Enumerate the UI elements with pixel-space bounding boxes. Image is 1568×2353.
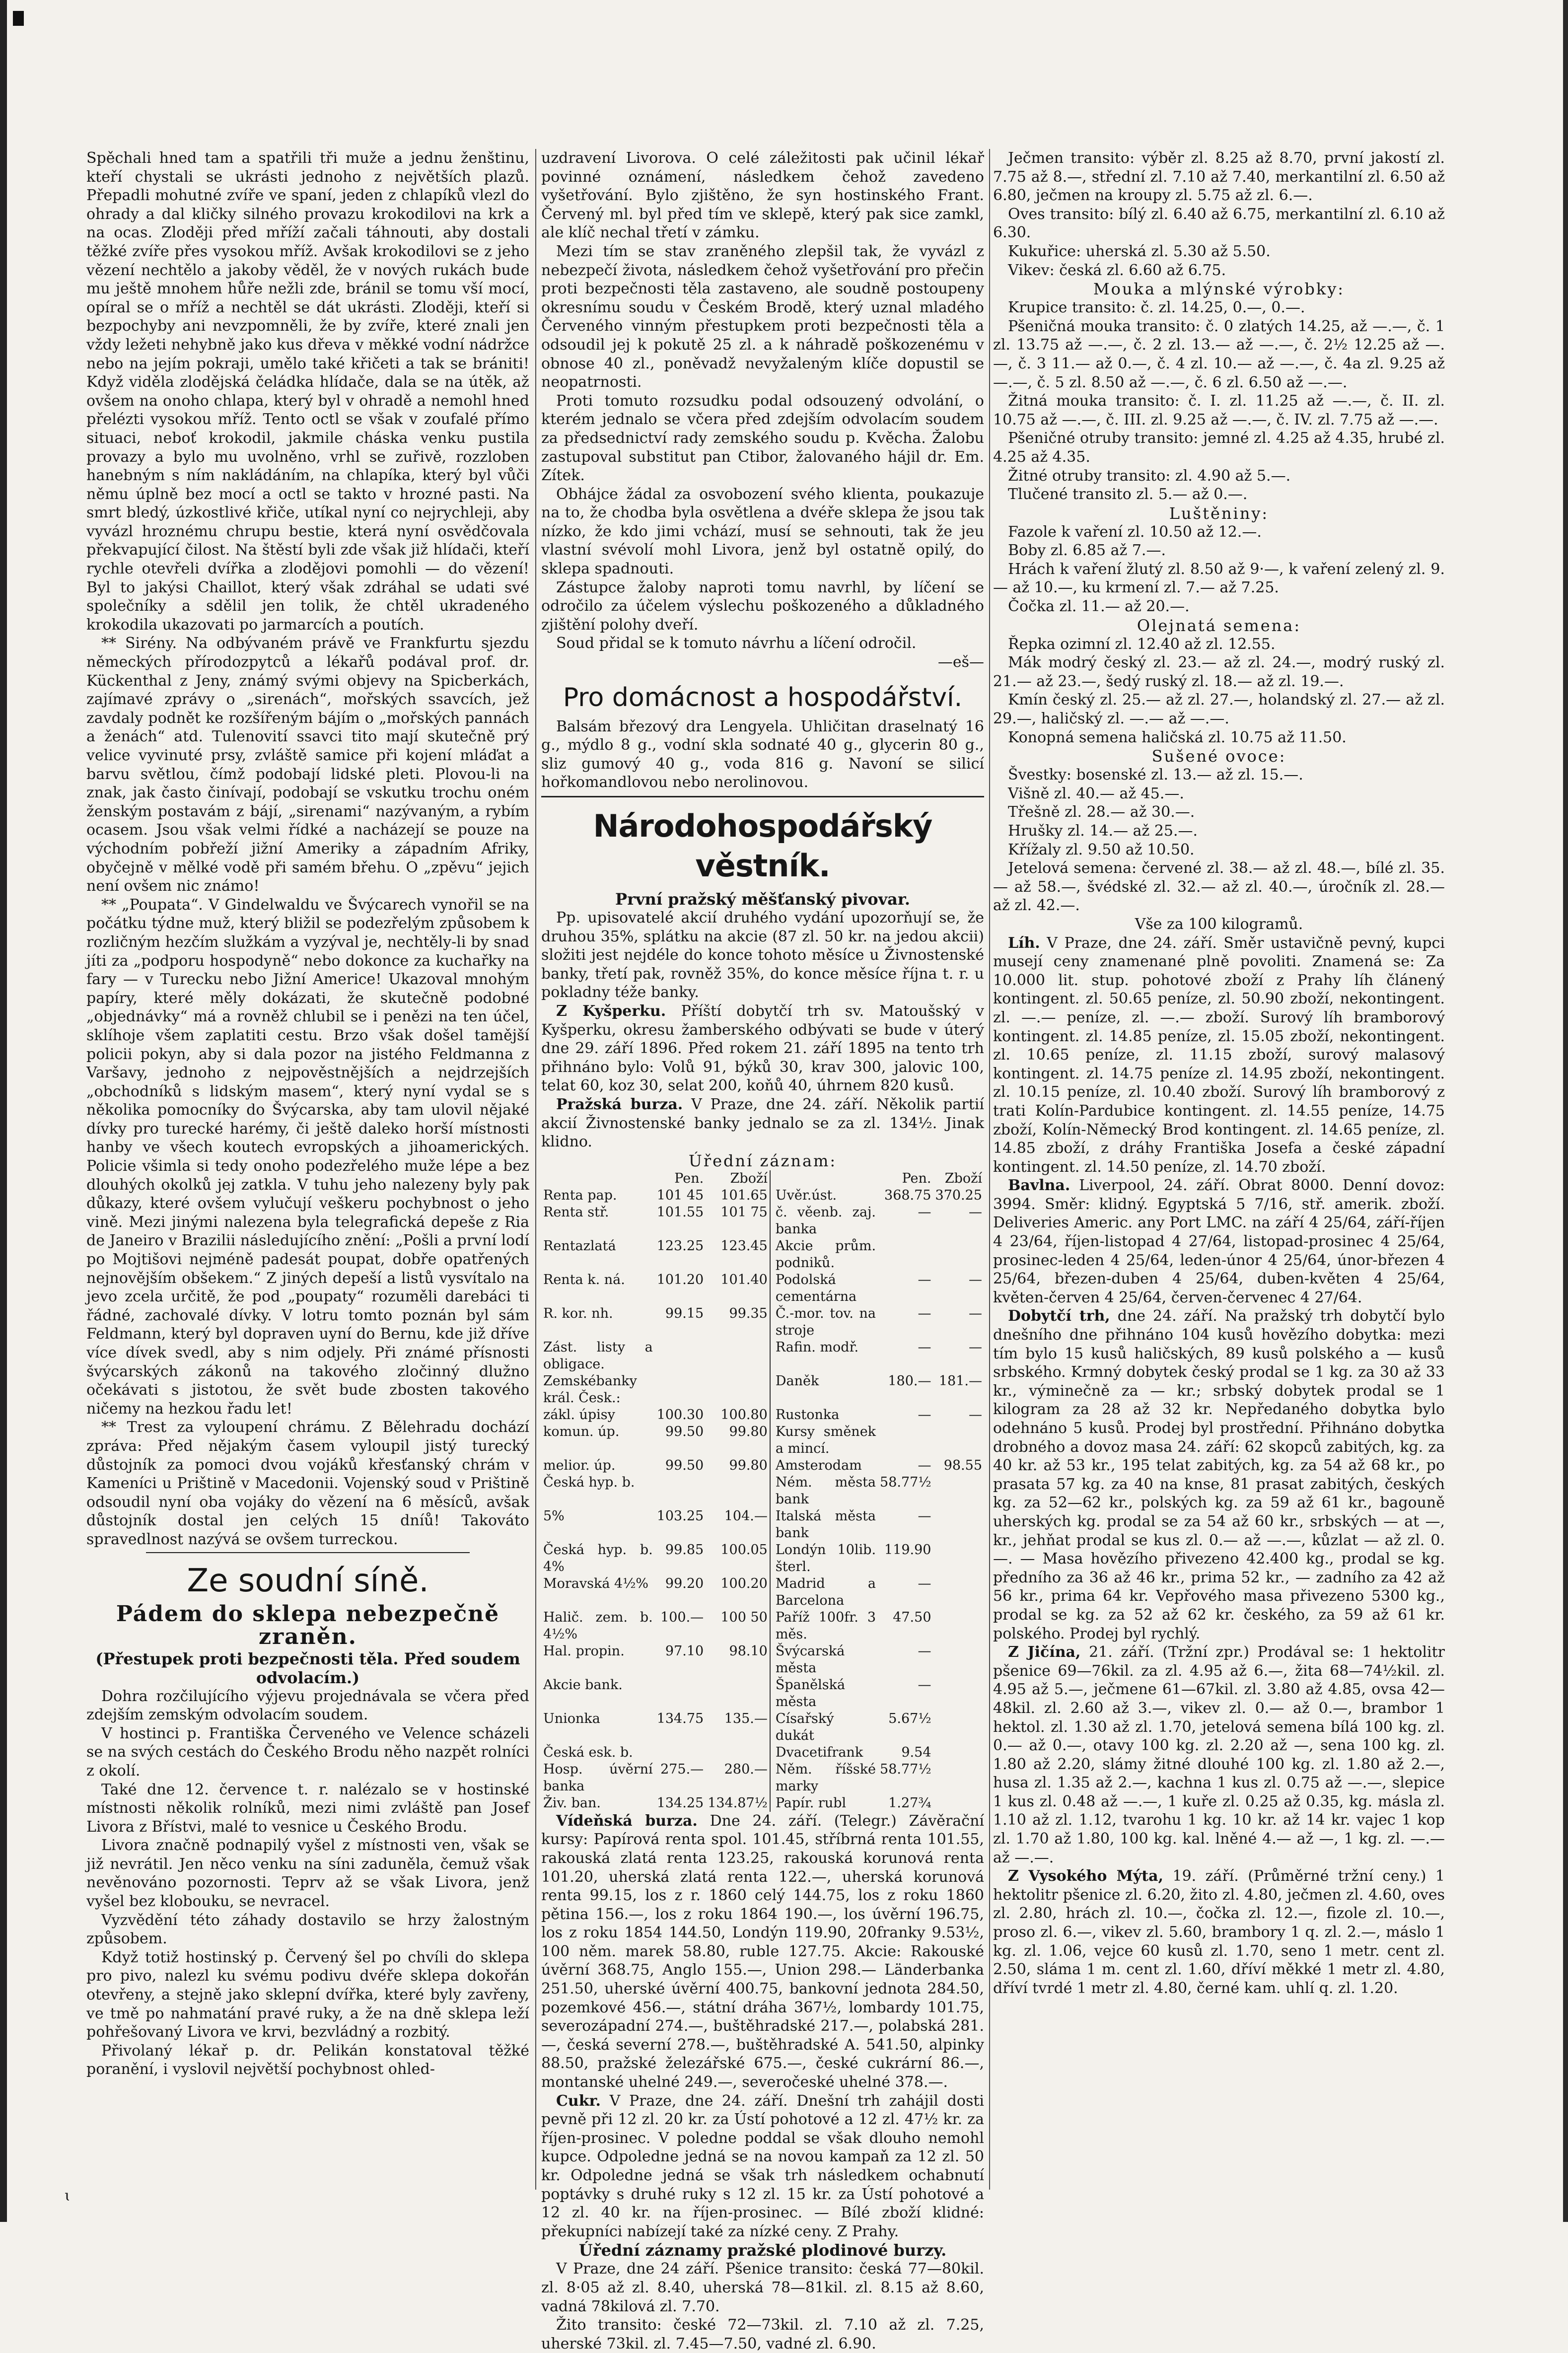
- table-cell: 368.75: [884, 1187, 931, 1203]
- table-cell: Rafin. modř.: [770, 1339, 878, 1373]
- subheading-spirit: Líh.: [1008, 934, 1040, 952]
- paragraph: Fazole k vaření zl. 10.50 až 12.—.: [1008, 523, 1262, 541]
- table-header-cell: [541, 1170, 655, 1187]
- table-cell: 99.15: [665, 1305, 704, 1321]
- table-cell: [706, 1677, 770, 1711]
- table-cell: 9.54: [901, 1744, 931, 1760]
- table-cell: —: [969, 1339, 982, 1355]
- author-sign: —eš—: [937, 653, 984, 671]
- paragraph: Mák modrý český zl. 23.— až zl. 24.—, modrý ruský zl. 21.— až 23.—, šedý ruský zl. 18.— až zl. 19.—.: [993, 654, 1445, 690]
- bourse-table: [541, 1170, 984, 1812]
- table-cell: Akcie prům. podniků.: [770, 1238, 878, 1272]
- table-cell: 100.—: [660, 1609, 704, 1625]
- article-headline: Pádem do sklepa nebezpečně zraněn.: [116, 1601, 500, 1649]
- paragraph: ** Trest za vyloupení chrámu. Z Bělehradu dochází zpráva: Před nějakým časem vyloupil jistý turecký důstojník za pomoci dvou vojáků křesťanský chrám v Kameníci u Prištině v Macedonii. Vojenský soud v Prištině odsoudil nyní oba vojáky do vězení na 6 měsíců, avšak důstojník dostal jen celých 15 dníů! Takováto spravedlnost nazývá se ovšem turreckou.: [86, 1419, 529, 1548]
- subheading-kysperk: Z Kyšperku.: [556, 1002, 666, 1020]
- paragraph: Livora značně podnapilý vyšel z místnosti ven, však se již nevrátil. Jen něco venku na síni zaduněla, čemuž však nevěnováno pozornosti. Teprv až se však Livora, jenž vyšel bez klobouku, se nevracel.: [86, 1837, 529, 1911]
- paragraph: Vše za 100 kilogramů.: [1135, 915, 1303, 933]
- subheading-vysoke-myto: Z Vysokého Mýta,: [1008, 1867, 1164, 1885]
- table-cell: 101.55: [656, 1204, 704, 1220]
- table-cell: [933, 1575, 985, 1609]
- table-header-cell: Pen.: [902, 1170, 931, 1186]
- table-row: [541, 1305, 984, 1339]
- subheading-mill: Mouka a mlýnské výrobky:: [1093, 280, 1345, 299]
- table-row: [541, 1761, 984, 1795]
- table-cell: Živ. ban.: [543, 1795, 601, 1811]
- paragraph: Višně zl. 40.— až 45.—.: [1008, 784, 1184, 802]
- table-cell: 5.67½: [888, 1711, 931, 1726]
- paragraph: Také dne 12. července t. r. nalézalo se v hostinské místnosti několik rolníků, mezi nimi zvláště pan Josef Livora z Břístvi, malé to vesnice u Českého Brodu.: [86, 1781, 529, 1836]
- table-cell: [933, 1542, 985, 1575]
- paragraph: Oves transito: bílý zl. 6.40 až 6.75, merkantilní zl. 6.10 až 6.30.: [993, 205, 1445, 242]
- table-cell: [933, 1677, 985, 1711]
- table-cell: Dvacetifrank: [770, 1744, 878, 1761]
- table-cell: [933, 1424, 985, 1457]
- table-cell: [706, 1744, 770, 1761]
- table-cell: 100 50: [720, 1609, 768, 1625]
- paragraph: Obhájce žádal za osvobození svého klienta, poukazuje na to, že chodba byla osvětlena a dvéře sklepa že jsou tak nízko, že kdo jimi vchází, musí se sehnouti, tak že jeu vlastní svévolí mohl Livora, jenž byl ostatně opilý, do sklepa spadnouti.: [541, 485, 984, 578]
- paragraph: ** Sirény. Na odbývaném právě ve Frankfurtu sjezdu německých přírodozpytců a lékařů podával prof. dr. Kückenthal z Jeny, známý svými objevy na Spicberkách, zajímavé zprávy o „sirenách“, mořských ssavcích, jež zavdaly podnět ke rozšířeným bájím o „mořských pannách a ženách“ atd. Tulenovití ssavci tito mají skutečně prý velice vyvinuté prsy, zvláště samice při kojení mláďat a barvu světlou, čímž podobají lidské pleti. Plovou-li na znak, jak často činívají, podobají se vskutku trochu oném ženským postavám z bájí, „sirenami“ nazývaným, a rybím ocasem. Jsou však velmi řídké a nacházejí se pouze na východním pobřeží jižní Ameriky a západním Afriky, obyčejně v mělké vodě při samém břehu. O „zpěvu“ jejich není ovšem nic známo!: [86, 635, 529, 895]
- table-cell: 134.25: [656, 1795, 704, 1811]
- subheading-dried-fruit: Sušené ovoce:: [1151, 747, 1286, 766]
- table-cell: —: [969, 1272, 982, 1287]
- table-cell: Unionka: [543, 1711, 600, 1726]
- table-cell: 100.20: [720, 1575, 768, 1591]
- table-cell: 58.77½: [880, 1474, 931, 1490]
- table-row: [541, 1795, 984, 1812]
- paragraph: Jetelová semena: červené zl. 38.— až zl. 48.—, bílé zl. 35.— až 58.—, švédské zl. 32.— až zl. 40.—, úročník zl. 28.— až zl. 42.—.: [993, 859, 1445, 915]
- table-cell: melior. úp.: [543, 1457, 616, 1473]
- table-cell: 5%: [543, 1508, 565, 1524]
- bottom-mark: ɩ: [65, 2187, 71, 2205]
- subheading-bourse: Pražská burza.: [556, 1095, 683, 1113]
- subheading-brewery: První pražský měšťanský pivovar.: [615, 890, 910, 909]
- table-cell: 99.80: [729, 1457, 768, 1473]
- corner-mark: [13, 11, 24, 26]
- table-cell: 280.—: [724, 1761, 768, 1777]
- table-cell: Halič. zem. b. 4½%: [543, 1609, 653, 1642]
- table-cell: Hal. propin.: [543, 1643, 625, 1659]
- table-row: [541, 1407, 984, 1424]
- table-cell: [878, 1238, 933, 1272]
- paragraph: Když totiž hostinský p. Červený šel po chvíli do sklepa pro pivo, nalezl ku svému podivu dvéře sklepa dokořán otevřeny, a stejně jako sklepní dvířka, které byly zavřeny, ve tmě po nahmatání pravé ruky, a že na dně sklepa leží pohřešovaný Livora ve krvi, bezvládný a rozbitý.: [86, 1948, 529, 2041]
- paragraph: uzdravení Livorova. O celé záležitosti pak učinil lékař povinné oznámení, následkem čehož zavedeno vyšetřování. Bylo zjištěno, že syn hostinského Frant. Červený ml. byl před tím ve sklepě, který pak sice zamkl, ale klíč nechal třetí v zámku.: [541, 149, 984, 242]
- table-cell: [706, 1339, 770, 1373]
- paragraph: Dohra rozčilujícího výjevu projednávala se včera před zdejším zemským odvolacím soudem.: [86, 1687, 529, 1724]
- table-cell: 135.—: [724, 1711, 768, 1726]
- paragraph: Tlučené transito zl. 5.— až 0.—.: [1008, 486, 1248, 503]
- paragraph: Mezi tím se stav zraněného zlepšil tak, že vyvázl z nebezpečí života, následkem čehož vyšetřování pro přečin proti bezpečnosti těla zastaveno, ale soudně postoupeny okresnímu soudu v Českém Brodě, který uznal mladého Červeného vinným přestupkem proti bezpečnosti těla a odsoudil jej k pokutě 25 zl. a k náhradě poškozenému v obnose 40 zl., poněvadž nevyžaleným klíče dopustil se neopatrnosti.: [541, 242, 984, 391]
- table-header-cell: Pen.: [674, 1170, 704, 1186]
- table-row: [541, 1373, 984, 1407]
- paragraph: Konopná semena haličská zl. 10.75 až 11.50.: [1008, 728, 1347, 746]
- table-cell: —: [918, 1339, 931, 1355]
- paragraph: ** „Poupata“. V Gindelwaldu ve Švýcarech vynořil se na počátku týdne muž, který bližil se podezřelým způsobem k rozličným hezčím služkám a vyzýval je, nechtěly-li by snad jíti za „podporu hospodyně“ nebo dokonce za kuchařky na fary — v Turecku nebo Jižní Americe! Ukazoval mnohým papíry, které měly dokázati, že skutečně podobné „objednávky“ má a rovněž chlubil se i penězi na ten účel, sklíhoje všem zaplatiti cestu. Brzo však došel tamější policii pokyn, aby si dala pozor na jistého Feldmanna z Varšavy, jednoho z nejpověstnějších a nejdrzejších „obchodníků s lidským masem“, který nyní vydal se s několika pomocníky do Švýcarska, aby tam ulovil nějaké dívky pro turecké harémy, či ještě daleko horší místnosti hanby ve všech koutech evropských a jihoamerických. Policie všimla si tedy onoho podezřelého muže lépe a bez dlouhých okolků jej zatkla. V tuhu jeho nalezeny byly pak důkazy, které ovšem vylučují veškeru pochybnost o jeho vině. Mezi jinými nalezena byla telegrafická depeše z Ria de Janeiro v Brazilii následujícího znění: „Pošli a první lodí po Mojtišovi nejméně padesát poupat, dobře opatřených nejnovějším obšekem.“ Z jiných depeší a listů vysvítalo na jevo zcela určitě, že pod „poupaty“ rozuměli darebáci ti řádné, zachovalé dívky. V lotru tomto poznán byl sám Feldmann, který byl dopraven uyní do Bernu, kde již dříve více dívek svedl, aby s nim odjely. Při známé přísnosti švýcarských zákonů na takového zločinný dlužno očekávati s jistotou, že svět bude zbosten takového ničemy na hezkou řadu let!: [86, 896, 529, 1418]
- table-title: Úřední záznam:: [688, 1151, 837, 1170]
- table-cell: —: [969, 1407, 982, 1423]
- table-cell: [706, 1373, 770, 1407]
- table-cell: komun. úp.: [543, 1424, 620, 1439]
- paragraph: Pšeničná mouka transito: č. 0 zlatých 14.25, až —.—, č. 1 zl. 13.75 až —.—, č. 2 zl. 13.— až —.—, č. 2½ 12.25 až —.—, č. 3 11.— až 0.—, č. 4 zl. 10.— až —.—, č. 4a zl. 9.25 až —.—, č. 5 zl. 8.50 až —.—, č. 6 zl. 6.50 až —.—.: [993, 317, 1445, 391]
- column-rule-1: [535, 149, 536, 2190]
- table-row: [541, 1424, 984, 1457]
- table-cell: Zemskébanky král. Česk.:: [543, 1373, 637, 1406]
- table-cell: Daněk: [770, 1373, 878, 1407]
- paragraph: Švestky: bosenské zl. 13.— až zl. 15.—.: [1008, 766, 1303, 784]
- subheading-jicin: Z Jičína,: [1008, 1643, 1081, 1661]
- table-cell: Hosp. úvěrní banka: [543, 1761, 653, 1794]
- table-cell: 104.—: [724, 1508, 768, 1524]
- subheading-official-records: Úřední záznamy pražské plodinové burzy.: [578, 2241, 947, 2260]
- column-rule-2: [989, 149, 990, 2190]
- table-row: [541, 1457, 984, 1474]
- paragraph: V Praze, dne 24. září. Dnešní trh zahájil dosti pevně při 12 zl. 20 kr. za Ústí pohotové a 12 zl. 47½ kr. za říjen-prosinec. V poledne poddal se však dlouho nemohl kupce. Odpoledne jedná se na novou kampaň za 12 zl. 50 kr. Odpoledne jedná se však trh následkem ochabnutí poptávky s druhé ruky s 12 zl. 15 kr. za Ústí pohotové a 12 zl. 40 kr. na říjen-prosinec. — Bílé zboží klidné: překupníci nabízejí také za nízké ceny. Z Prahy.: [541, 2092, 984, 2240]
- paragraph: Kukuřice: uherská zl. 5.30 až 5.50.: [1008, 242, 1271, 260]
- table-cell: [933, 1609, 985, 1643]
- table-row: [541, 1744, 984, 1761]
- table-cell: [655, 1474, 706, 1508]
- table-row: [541, 1677, 984, 1711]
- paragraph: Třešně zl. 28.— až 30.—.: [1008, 803, 1195, 821]
- paragraph: V hostinci p. Františka Červeného ve Velence scházeli se na svých cestách do Českého Brodu něho nazpět rolníci z okolí.: [86, 1724, 529, 1780]
- table-row: [541, 1711, 984, 1744]
- table-cell: č. věenb. zaj. banka: [770, 1204, 878, 1238]
- table-cell: [933, 1508, 985, 1542]
- paragraph: Žitné otruby transito: zl. 4.90 až 5.—.: [1008, 467, 1291, 485]
- table-cell: Rentazlatá: [543, 1238, 616, 1254]
- table-cell: [706, 1474, 770, 1508]
- table-cell: [933, 1711, 985, 1744]
- subheading-legumes: Luštěniny:: [1169, 503, 1269, 523]
- table-cell: —: [918, 1575, 931, 1591]
- table-cell: Něm. říšské marky: [770, 1761, 878, 1795]
- subheading-vienna: Vídeňská burza.: [556, 1812, 698, 1830]
- table-row: [541, 1474, 984, 1508]
- table-cell: R. kor. nh.: [543, 1305, 613, 1321]
- table-cell: 99.85: [665, 1542, 704, 1558]
- table-cell: [933, 1643, 985, 1677]
- table-row: [541, 1339, 984, 1373]
- table-cell: [933, 1761, 985, 1795]
- table-row: [541, 1609, 984, 1643]
- table-cell: Uvěr.úst.: [770, 1187, 878, 1204]
- table-cell: —: [918, 1643, 931, 1659]
- article-subheadline: (Přestupek proti bezpečnosti těla. Před soudem odvolacím.): [95, 1649, 520, 1687]
- table-cell: Londýn 10lib. šterl.: [770, 1542, 878, 1575]
- section-heading-economy: Národohospodářský věstník.: [593, 808, 932, 884]
- table-cell: Česká hyp. b.: [543, 1474, 635, 1490]
- paragraph: Pšeničné otruby transito: jemné zl. 4.25 až 4.35, hrubé zl. 4.25 až 4.35.: [993, 429, 1445, 466]
- paragraph: Žitná mouka transito: č. I. zl. 11.25 až —.—, č. II. zl. 10.75 až —.—, č. III. zl. 9.25 až —.—, č. IV. zl. 7.75 až —.—.: [993, 392, 1445, 428]
- section-heading-home: Pro domácnost a hospodářství.: [563, 682, 963, 713]
- table-cell: Kursy směnek a mincí.: [770, 1424, 878, 1457]
- table-cell: Akcie bank.: [543, 1677, 623, 1693]
- subheading-sugar: Cukr.: [556, 2092, 601, 2110]
- table-cell: [655, 1339, 706, 1373]
- table-cell: 99.20: [665, 1575, 704, 1591]
- section-rule: [541, 796, 984, 797]
- table-cell: —: [918, 1305, 931, 1321]
- paragraph: Příští dobytčí trh sv. Matoušský v Kyšperku, okresu žamberského odbývati se bude v úterý dne 29. září 1896. Před rokem 21. září 1895 na tento trh přihnáno bylo: Volů 91, býků 30, krav 300, jalovic 100, telat 60, koz 30, selat 200, koňů 40, úhrnem 820 kusů.: [541, 1002, 984, 1095]
- paragraph: Krupice transito: č. zl. 14.25, 0.—, 0.—.: [1008, 299, 1305, 317]
- section-heading-court: Ze soudní síně.: [187, 1562, 429, 1599]
- paragraph: Dne 24. září. (Telegr.) Závěrační kursy: Papírová renta spol. 101.45, stříbrná renta 101.55, rakouská zlatá renta 123.25, rakouská korunová renta 101.20, uherská zlatá renta 122.—, uherská korunová renta 99.15, los z r. 1860 celý 144.75, los z roku 1860 pětina 156.—, los z roku 1864 190.—, los úvěrní 196.75, los z roku 1854 144.50, Londýn 119.90, 20franky 9.53½, 100 něm. marek 58.80, ruble 127.75. Akcie: Rakouské úvěrní 368.75, Anglo 155.—, Union 298.— Länderbanka 251.50, uherské úvěrní 400.75, bankovní jednota 284.50, pozemkové 456.—, státní dráha 367½, lombardy 101.75, severozápadní 274.—, buštěhradské 217.—, polabská 281.—, česká severní 278.—, buštěhradské A. 541.50, alpinky 88.50, pražské železářské 675.—, české cukrární 86.—, montanské uhelné 249.—, severočeské uhelné 378.—.: [541, 1812, 984, 2091]
- table-cell: 99.35: [729, 1305, 768, 1321]
- table-cell: —: [969, 1204, 982, 1220]
- table-cell: 123.25: [656, 1238, 704, 1254]
- table-cell: Renta k. ná.: [543, 1272, 625, 1287]
- table-cell: Zást. listy a obligace.: [543, 1339, 653, 1372]
- table-row: [541, 1187, 984, 1204]
- table-cell: Rustonka: [770, 1407, 878, 1424]
- table-cell: 103.25: [656, 1508, 704, 1524]
- table-cell: —: [918, 1457, 931, 1473]
- scan-edge-right: [1563, 0, 1568, 2222]
- table-cell: 99.50: [665, 1457, 704, 1473]
- paragraph: Vyzvědění této záhady dostavilo se hrzy žalostným způsobem.: [86, 1911, 529, 1948]
- table-cell: 370.25: [935, 1187, 982, 1203]
- table-cell: 99.50: [665, 1424, 704, 1439]
- table-cell: 99.80: [729, 1424, 768, 1439]
- table-cell: Papír. rubl: [770, 1795, 878, 1812]
- paragraph: Žito transito: české 72—73kil. zl. 7.10 až zl. 7.25, uherské 73kil. zl. 7.45—7.50, vadné zl. 6.90.: [541, 2316, 984, 2353]
- paragraph: Řepka ozimní zl. 12.40 až zl. 12.55.: [1008, 635, 1276, 653]
- paragraph: Přivolaný lékař p. dr. Pelikán konstatoval těžké poranění, i vyslovil největší pochybnost ohled-: [86, 2042, 529, 2078]
- table-row: [541, 1542, 984, 1575]
- table-cell: —: [969, 1305, 982, 1321]
- table-cell: —: [918, 1677, 931, 1693]
- paragraph: Pp. upisovatelé akcií druhého vydání upozorňují se, že druhou 35%, splátku na akcie (87 zl. 50 kr. na jedou akcii) složiti jest nejdéle do konce tohoto měsíce u Živnostenské banky, třetí pak, rovněž 35%, do konce měsíce října t. r. u pokladny téže banky.: [541, 909, 984, 1001]
- table-cell: Švýcarská města: [770, 1643, 878, 1677]
- table-cell: [933, 1795, 985, 1812]
- table-cell: [878, 1424, 933, 1457]
- table-row: [541, 1204, 984, 1238]
- paragraph: Proti tomuto rozsudku podal odsouzený odvolání, o kterém jednalo se včera před zdejším odvolacím soudem za předsednictví rady zemského soudu p. Kvěcha. Žalobu zastupoval substitut pan Ctibor, žalovaného hájil dr. Em. Zítek.: [541, 392, 984, 485]
- table-cell: Madrid a Barcelona: [770, 1575, 878, 1609]
- table-cell: —: [918, 1204, 931, 1220]
- table-cell: Č.-mor. tov. na stroje: [770, 1305, 878, 1339]
- table-cell: [933, 1238, 985, 1272]
- table-cell: zákl. úpisy: [543, 1407, 615, 1423]
- table-cell: 134.75: [656, 1711, 704, 1726]
- table-header-cell: Zboží: [944, 1170, 982, 1186]
- table-cell: 123.45: [720, 1238, 768, 1254]
- table-cell: 101.40: [720, 1272, 768, 1287]
- paragraph: Boby zl. 6.85 až 7.—.: [1008, 542, 1166, 560]
- paragraph: Hrách k vaření žlutý zl. 8.50 až 9·—, k vaření zelený zl. 9.— až 10.—, ku krmení zl. 7.— až 7.25.: [993, 560, 1445, 597]
- paragraph: Zástupce žaloby naproti tomu navrhl, by líčení se odročilo za účelem výslechu poškozeného a důkladného zjištění polohy dveří.: [541, 578, 984, 634]
- paragraph: 19. září. (Průměrné tržní ceny.) 1 hektolitr pšenice zl. 6.20, žito zl. 4.80, ječmen zl. 4.60, oves zl. 2.80, hrách zl. 10.—, čočka zl. 12.—, fizole zl. 10.—, proso zl. 6.—, vikev zl. 5.60, brambory 1 q. zl. 2.—, máslo 1 kg. zl. 1.06, vejce 60 kusů zl. 1.70, seno 1 metr. cent zl. 2.50, sláma 1 m. cent zl. 1.60, dříví měkké 1 metr zl. 4.80, dříví tvrdé 1 metr zl. 4.80, černé kam. uhlí q. zl. 1.20.: [993, 1867, 1445, 1997]
- subheading-oilseed: Olejnatá semena:: [1137, 616, 1301, 635]
- column-1: [86, 149, 529, 2195]
- table-cell: 101 75: [720, 1204, 768, 1220]
- table-cell: Podolská cementárna: [770, 1272, 878, 1305]
- table-row: [541, 1575, 984, 1609]
- paragraph: Balsám březový dra Lengyela. Uhličitan draselnatý 16 g., mýdlo 8 g., vodní skla sodnaté 40 g., glycerin 80 g., sliz gumový 40 g., voda 816 g. Navoní se silicí hořkomandlovou nebo nerolinovou.: [541, 717, 984, 791]
- table-cell: Česká esk. b.: [543, 1744, 633, 1760]
- paragraph: V Praze, dne 24 září. Pšenice transito: česká 77—80kil. zl. 8·05 až zl. 8.40, uherská 78—81kil. zl. 8.15 až 8.60, vadná 78kilová zl. 7.70.: [541, 2260, 984, 2315]
- table-cell: Česká hyp. b. 4%: [543, 1542, 653, 1574]
- table-cell: [655, 1677, 706, 1711]
- table-cell: Španělská města: [770, 1677, 878, 1711]
- table-cell: 100.05: [720, 1542, 768, 1558]
- table-cell: 58.77½: [880, 1761, 931, 1777]
- table-cell: 101 45: [656, 1187, 704, 1203]
- table-cell: 97.10: [665, 1643, 704, 1659]
- table-cell: 100.80: [720, 1407, 768, 1423]
- subheading-cattle: Dobytčí trh,: [1008, 1307, 1110, 1325]
- table-cell: 47.50: [893, 1609, 931, 1625]
- scan-edge-left: [0, 0, 7, 2222]
- table-cell: 275.—: [660, 1761, 704, 1777]
- column-2: [541, 149, 984, 2353]
- paragraph: Vikev: česká zl. 6.60 až 6.75.: [1008, 261, 1226, 279]
- table-cell: 100.30: [656, 1407, 704, 1423]
- paragraph: 21. září. (Tržní zpr.) Prodával se: 1 hektolitr pšenice 69—76kil. za zl. 4.95 až 6.—, žita 68—74½kil. zl. 4.95 až 5.—, ječmene 61—67kil. zl. 3.80 až 4.85, ovsa 42—48kil. zl. 2.60 až 3.—, vikev zl. 0.— až 0.—, brambor 1 hektol. zl. 1.30 až zl. 1.70, jetelová semena bílá 100 kg. zl. 0.— až 0.—, otavy 100 kg. zl. 2.20 až —, sena 100 kg. zl. 1.80 až 2.20, slámy žitné dlouhé 100 kg. zl. 1.80 až 2.—, husa zl. 1.35 až 2.—, kachna 1 kus zl. 0.75 až —.—, slepice 1 kus zl. 0.48 až —.—, 1 kuře zl. 0.25 až 0.35, kg. másla zl. 1.10 až zl. 1.12, tvarohu 1 kg. 10 kr. až 14 kr. vajec 1 kop zl. 1.70 až 1.80, 100 kg. kal. lněné 4.— až —, 1 kg. zl. —.— až —.—.: [993, 1643, 1445, 1866]
- column-3: [993, 149, 1445, 2195]
- paragraph: V Praze, dne 24. září. Směr ustavičně pevný, kupci musejí ceny znamenané plně povoliti. Znamená se: Za 10.000 lit. stup. pohotové zboží z Prahy líh článený kontingent. zl. 50.65 peníze, zl. 50.90 zboží, nekontingent. zl. —.— peníze, zl. —.— zboží. Surový líh bramborový kontingent. zl. 14.85 peníze, zl. 15.05 zboží, nekontingent. zl. 10.65 peníze, zl. 11.15 zboží, surový malasový kontingent. zl. 14.75 peníze zl. 14.95 zboží, nekontingent. zl. 10.15 peníze, zl. 10.40 zboží. Surový líh bramborový z trati Kolín-Pardubice kontingent. zl. 14.55 peníze, 14.75 zboží, Kolín-Německý Brod kontingent. zl. 14.65 peníze, zl. 14.85 zboží, z dráhy Františka Josefa a české západní kontingent. zl. 14.50 peníze, zl. 14.70 zboží.: [993, 934, 1445, 1176]
- table-row: [541, 1643, 984, 1677]
- table-cell: [933, 1744, 985, 1761]
- paragraph: Hrušky zl. 14.— až 25.—.: [1008, 822, 1198, 840]
- paragraph: V Praze, dne 24. září. Několik partií akcií Živnostenské banky jednalo se za zl. 134½. Jinak klidno.: [541, 1095, 984, 1151]
- paragraph: Kmín český zl. 25.— až zl. 27.—, holandský zl. 27.— až zl. 29.—, haličský zl. —.— až —.—.: [993, 691, 1445, 728]
- table-row: [541, 1508, 984, 1542]
- table-cell: 98.10: [729, 1643, 768, 1659]
- table-cell: [655, 1373, 706, 1407]
- table-cell: Renta stř.: [543, 1204, 609, 1220]
- paragraph: Liverpool, 24. září. Obrat 8000. Denní dovoz: 3994. Směr: klidný. Egyptská 5 7/16, stř. amerik. zboží. Deliveries Americ. any Port LMC. na září 4 25/64, září-říjen 4 23/64, říjen-listopad 4 27/64, listopad-prosinec 4 25/64, prosinec-leden 4 25/64, leden-únor 4 25/64, únor-březen 4 25/64, březen-duben 4 25/64, duben-květen 4 25/64, květen-červen 4 25/64, červen-červenec 4 27/64.: [993, 1177, 1445, 1306]
- table-cell: 101.20: [656, 1272, 704, 1287]
- table-cell: 119.90: [884, 1542, 931, 1558]
- table-cell: —: [918, 1508, 931, 1524]
- table-cell: Paříž 100fr. 3 měs.: [770, 1609, 878, 1643]
- paragraph: Spěchali hned tam a spatřili tři muže a jednu ženštinu, kteří chystali se ukrásti jednoho z největších plazů. Přepadli mohutné zvíře ve spaní, jeden z chlapíků vlezl do ohrady a dal kličky silného provazu krokodilovi na krk a na ocas. Zloději před mříží začali táhnouti, aby dostali těžké zvíře přes vysokou mříž. Avšak krokodilovi se z jeho vězení nechtělo a jakoby věděl, že v nových rukách bude mu ještě mnohem hůře nežli zde, bránil se tomu vší mocí, opíral se o mříž a nechtěl se dát ukrásti. Zloději, kteří si bezpochyby ani nevzpomněli, že by zvíře, které znali jen vždy ležeti nehybně jako kus dřeva v měkké vodní nádržce nebo na jejím pokraji, umělo také křičeti a tak se brániti! Když viděla zlodějská čeládka hlídače, dala se na útěk, až ovšem na onoho chlapa, který byl v ohradě a nemohl hned přelézti vysokou mříž. Tento octl se však v zoufalé přímo situaci, neboť krokodil, jakmile cháska venku pustila provazy a bylo mu uvolněno, vrhl se zuřivě, rozzloben hanebným s ním nakládáním, na chlapíka, který byl vůči němu úplně bez mocí a octl se takto v hrozné pasti. Na smrt bledý, úzkostlivé křiče, utíkal nyní co nejrychleji, aby vyvázl hroznému chrupu bestie, která nyní osvědčovala překvapující čilost. Na štěstí byli zde však již hlídači, kteří rychle otevřeli dvířka a zlodějovi pomohli — do vězení! Byl to jakýsi Chaillot, který však zdráhal se udati své společníky a sdělil jen tolik, že chtěl ukradeného krokodila ukazovati po jarmarcích a poutích.: [86, 149, 529, 634]
- table-cell: Moravská 4½%: [543, 1575, 649, 1591]
- table-cell: 134.87½: [708, 1795, 768, 1811]
- table-cell: —: [918, 1272, 931, 1287]
- table-cell: Renta pap.: [543, 1187, 617, 1203]
- table-cell: Amsterodam: [770, 1457, 878, 1474]
- table-row: [541, 1238, 984, 1272]
- table-cell: Ném. města bank: [770, 1474, 878, 1508]
- section-rule: [146, 1552, 470, 1553]
- table-cell: [655, 1744, 706, 1761]
- paragraph: Ječmen transito: výběr zl. 8.25 až 8.70, první jakostí zl. 7.75 až 8.—, střední zl. 7.10 až 7.40, merkantilní zl. 6.50 až 6.80, ječmen na kroupy zl. 5.75 až zl. 6.—.: [993, 149, 1445, 205]
- paragraph: Křížaly zl. 9.50 až 10.50.: [1008, 841, 1195, 858]
- table-cell: 101.65: [720, 1187, 768, 1203]
- table-cell: Italská města bank: [770, 1508, 878, 1542]
- table-cell: —: [918, 1407, 931, 1423]
- paragraph: Soud přidal se k tomuto návrhu a líčení odročil.: [556, 635, 917, 652]
- paragraph: Čočka zl. 11.— až 20.—.: [1008, 598, 1190, 616]
- table-cell: 1.27¾: [888, 1795, 931, 1811]
- table-cell: 181.—: [938, 1373, 982, 1389]
- paragraph: dne 24. září. Na pražský trh dobytčí bylo dnešního dne přihnáno 104 kusů hovězího dobytka: mezi tím bylo 15 kusů haličských, 89 kusů polského a — kusů srbského. Krmný dobytek český prodal se 1 kg. za 30 až 33 kr., výminečně za — kr.; srbský dobytek prodal se 1 kilogram za 28 až 32 kr. Nepředaného dobytka bylo odehnáno 5 kusů. Prodej byl prostřední. Přihnáno dobytka drobného a dovoz masa 24. září: 62 skopců zabitých, kg. za 40 kr. až 53 kr., 195 telat zabitých, kg. za 54 až 68 kr., po prasata 57 kg. za 40 na knse, 81 prasat zabitých, českých kg. za 52—62 kr., polských kg. za 59 až 61 kr., bagouně uherských kg. prodal se za 54 až 60 kr., srbských — at —, kr., jehňat prodal se kus zl. 0.— až —.—, kůzlat — až zl. 0.—. — Masa hovězího přivezeno 42.400 kg., prodal se kg. předního za 36 až 46 kr., prima 52 kr., — zadního za 42 až 56 kr., prima 64 kr. Vepřového masa přivezeno 5300 kg., prodal se kg. za 52 až 62 kr. českého, za 59 až 61 kr. polského. Prodej byl rychlý.: [993, 1307, 1445, 1642]
- table-header-row: [541, 1170, 984, 1187]
- table-cell: [933, 1474, 985, 1508]
- table-cell: Císařský dukát: [770, 1711, 878, 1744]
- table-header-cell: [770, 1170, 878, 1187]
- subheading-cotton: Bavlna.: [1008, 1177, 1070, 1195]
- table-cell: 180.—: [888, 1373, 931, 1389]
- table-header-cell: Zboží: [730, 1170, 768, 1186]
- table-cell: 98.55: [943, 1457, 982, 1473]
- table-row: [541, 1272, 984, 1305]
